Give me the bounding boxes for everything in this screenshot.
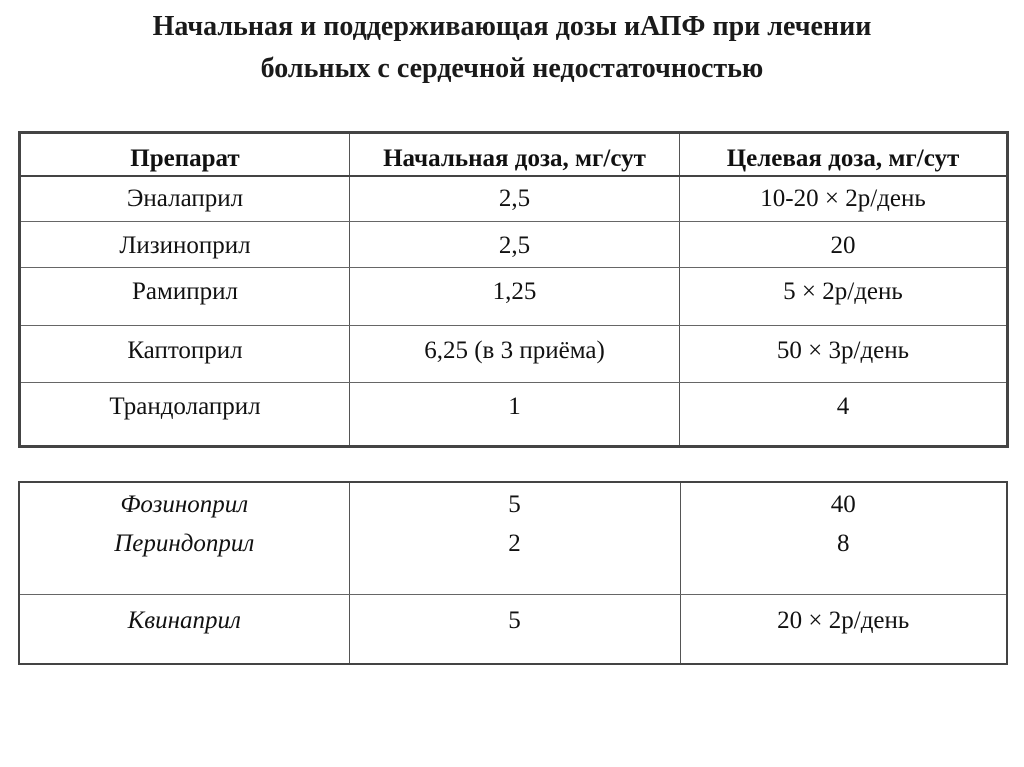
drug-name: Рамиприл: [20, 268, 350, 326]
drug-name: Квинаприл: [19, 594, 349, 664]
initial-dose: 2: [349, 524, 680, 594]
target-dose: 20 × 2р/день: [680, 594, 1007, 664]
table-header-row: [20, 133, 1008, 176]
drug-name: Периндоприл: [19, 524, 349, 594]
target-dose: 5 × 2р/день: [680, 268, 1008, 326]
title-line-1: Начальная и поддерживающая дозы иАПФ при лечении: [152, 11, 872, 42]
initial-dose: 2,5: [350, 176, 680, 222]
header-initial-dose: Начальная доза, мг/сут: [350, 133, 680, 176]
table-row: [19, 482, 1007, 524]
drug-name: Каптоприл: [20, 326, 350, 383]
table-row: [20, 268, 1008, 326]
target-dose: 10-20 × 2р/день: [680, 176, 1008, 222]
title-line-2: больных с сердечной недостаточностью: [260, 53, 764, 84]
table-row: [20, 176, 1008, 222]
additional-ace-inhibitor-table: [18, 481, 1008, 665]
drug-name: Трандолаприл: [20, 383, 350, 447]
header-drug: Препарат: [20, 133, 350, 176]
initial-dose: 5: [349, 482, 680, 524]
table-row: [20, 383, 1008, 447]
initial-dose: 5: [349, 594, 680, 664]
initial-dose: 1,25: [350, 268, 680, 326]
table-row: [19, 594, 1007, 664]
target-dose: 20: [680, 222, 1008, 268]
initial-dose: 1: [350, 383, 680, 447]
ace-inhibitor-dose-table: [18, 131, 1009, 448]
target-dose: 4: [680, 383, 1008, 447]
header-target-dose: Целевая доза, мг/сут: [680, 133, 1008, 176]
target-dose: 50 × 3р/день: [680, 326, 1008, 383]
table-row: [19, 524, 1007, 594]
table-row: [20, 326, 1008, 383]
initial-dose: 2,5: [350, 222, 680, 268]
table-row: [20, 222, 1008, 268]
drug-name: Фозиноприл: [19, 482, 349, 524]
target-dose: 8: [680, 524, 1007, 594]
target-dose: 40: [680, 482, 1007, 524]
drug-name: Эналаприл: [20, 176, 350, 222]
drug-name: Лизиноприл: [20, 222, 350, 268]
slide-title: [0, 6, 1024, 90]
initial-dose: 6,25 (в 3 приёма): [350, 326, 680, 383]
